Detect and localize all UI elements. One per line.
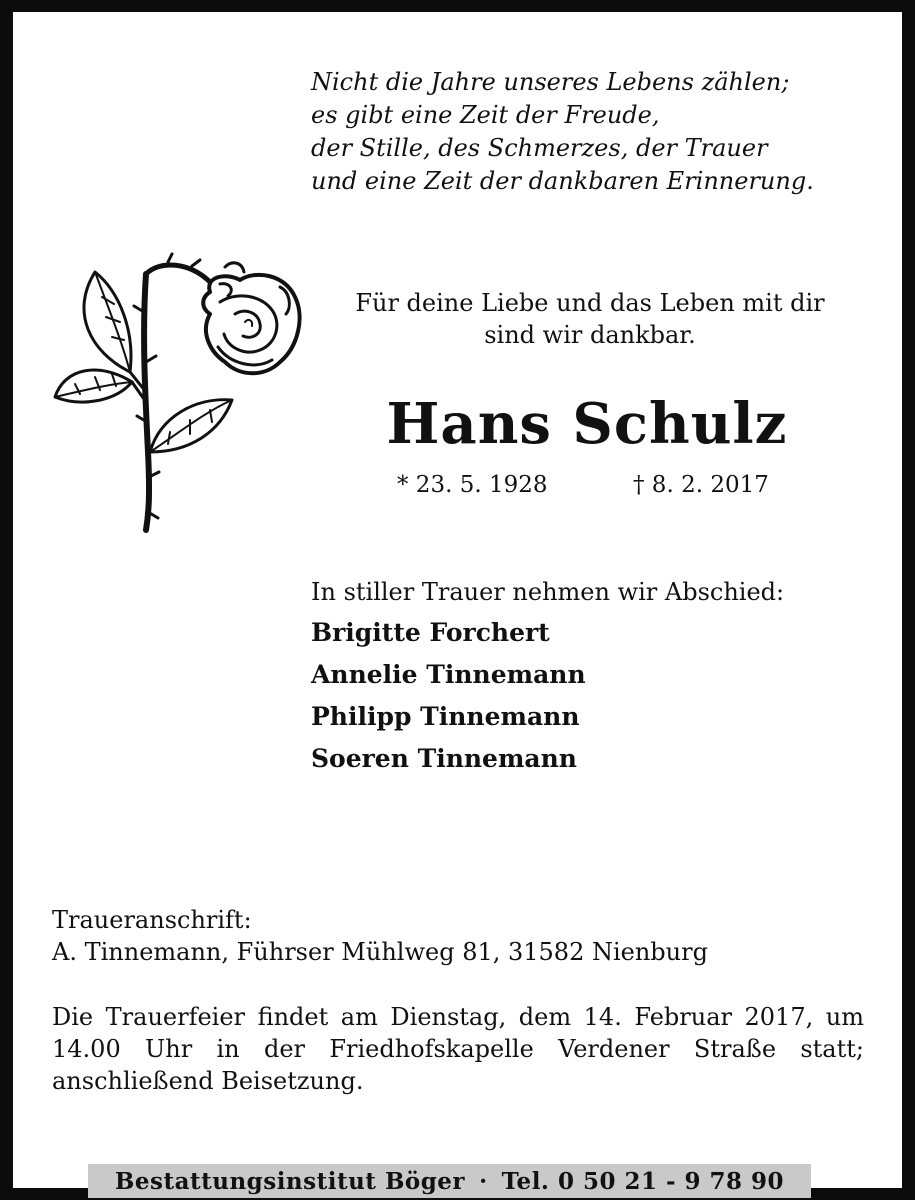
death-date: † 8. 2. 2017 — [633, 472, 769, 498]
mourner-list — [311, 612, 586, 780]
mourner-name: Soeren Tinnemann — [311, 744, 577, 773]
poem-line: es gibt eine Zeit der Freude, — [311, 101, 660, 129]
mourner-name: Philipp Tinnemann — [311, 702, 580, 731]
address-label: Traueranschrift: — [52, 906, 252, 934]
gratitude-text — [320, 287, 860, 351]
mourner-name: Annelie Tinnemann — [311, 660, 586, 689]
poem-line: und eine Zeit der dankbaren Erinnerung. — [311, 167, 814, 195]
address-value: A. Tinnemann, Führser Mühlweg 81, 31582 Nienburg — [52, 938, 708, 966]
poem-line: der Stille, des Schmerzes, der Trauer — [311, 134, 768, 162]
service-line: 14.00 Uhr in der Friedhofskapelle Verdener Straße statt; — [52, 1035, 864, 1063]
poem — [311, 66, 871, 198]
mourning-intro: In stiller Trauer nehmen wir Abschied: — [311, 578, 785, 606]
mourner-name: Brigitte Forchert — [311, 618, 550, 647]
service-line: Die Trauerfeier findet am Dienstag, dem 14. Februar 2017, um — [52, 1003, 864, 1031]
funeral-home-footer — [88, 1164, 811, 1198]
footer-separator: · — [479, 1167, 488, 1195]
gratitude-line: Für deine Liebe und das Leben mit dir — [355, 289, 825, 317]
rose-icon — [50, 252, 305, 537]
poem-line: Nicht die Jahre unseres Lebens zählen; — [311, 68, 790, 96]
funeral-service-info — [52, 1001, 864, 1097]
gratitude-line: sind wir dankbar. — [484, 321, 696, 349]
funeral-home-phone: Tel. 0 50 21 - 9 78 90 — [501, 1167, 785, 1195]
service-line: anschließend Beisetzung. — [52, 1067, 364, 1095]
deceased-name: Hans Schulz — [386, 391, 788, 457]
birth-date: * 23. 5. 1928 — [397, 472, 548, 498]
mourning-address — [52, 904, 708, 968]
funeral-home-name: Bestattungsinstitut Böger — [114, 1167, 466, 1195]
